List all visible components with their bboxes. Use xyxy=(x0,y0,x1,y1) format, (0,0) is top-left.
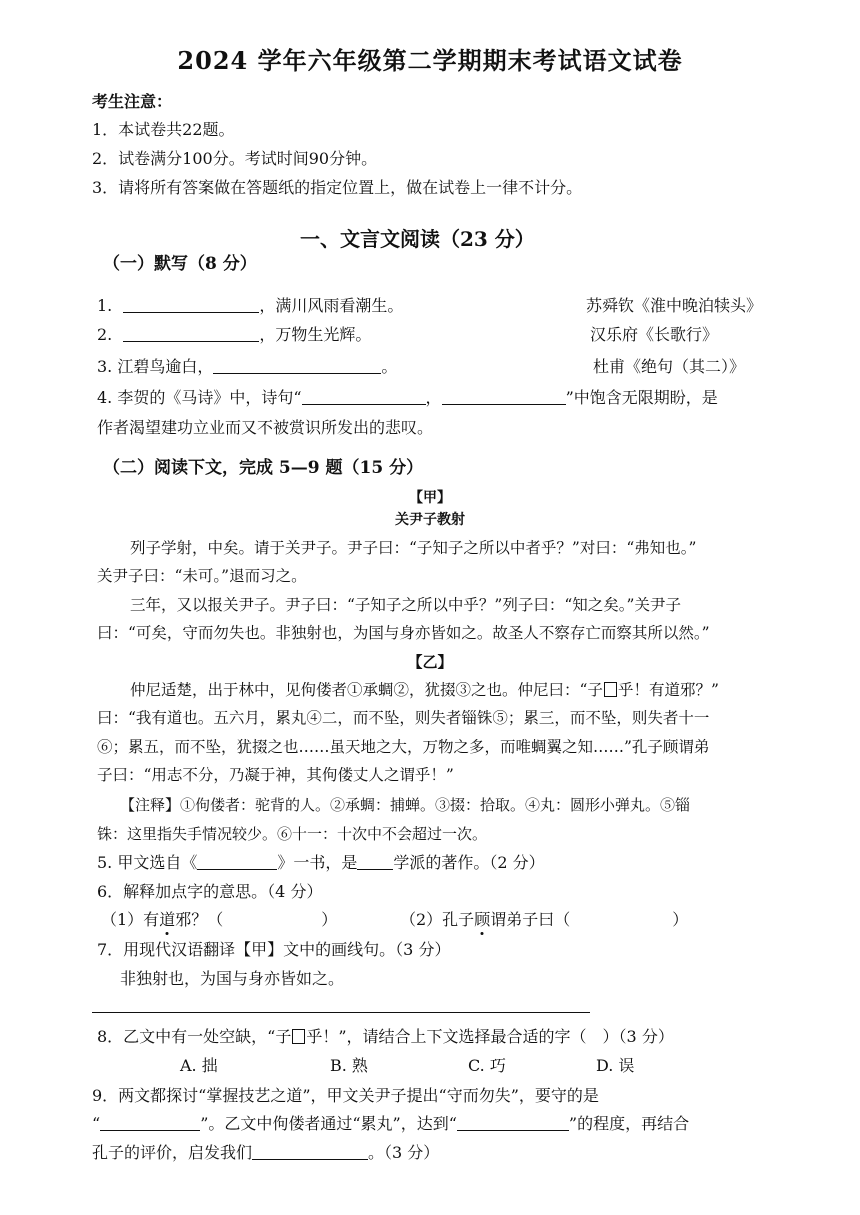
answer-blank xyxy=(252,1143,368,1160)
question-text: 》一书，是 xyxy=(277,853,358,872)
passage-b-label: 【乙】 xyxy=(407,653,453,671)
passage-a-title: 关尹子教射 xyxy=(395,512,465,528)
passage-b-text: 子曰：“用志不分，乃凝于神，其佝偻丈人之谓乎！” xyxy=(97,766,454,784)
dotted-char-text: 道 xyxy=(159,910,176,929)
question-text: ） xyxy=(672,910,689,929)
question-6-sub2 xyxy=(400,910,688,930)
answer-blank xyxy=(123,296,259,313)
question-text: （2）孔子 xyxy=(400,910,475,929)
option-b: B. 熟 xyxy=(330,1056,368,1075)
answer-line xyxy=(92,1012,590,1013)
poem-source: 杜甫《绝句（其二）》 xyxy=(593,357,746,376)
question-text-tail: 。 xyxy=(381,357,398,376)
question-7-sentence: 非独射也，为国与身亦皆如之。 xyxy=(120,969,345,988)
question-text: 谓弟子曰（ xyxy=(490,910,571,929)
passage-a-text: 列子学射，中矣。请于关尹子。尹子曰：“子知子之所以中者乎？”对曰：“弗知也。” xyxy=(130,539,697,557)
question-6-sub1 xyxy=(101,910,337,930)
question-8 xyxy=(97,1027,674,1047)
dotted-char xyxy=(474,910,490,929)
answer-blank xyxy=(442,388,566,405)
question-text: 3. 江碧鸟逾白， xyxy=(97,357,214,376)
passage-a-text: 关尹子曰：“未可。”退而习之。 xyxy=(97,567,307,585)
answer-blank xyxy=(357,853,393,870)
question-3 xyxy=(97,357,397,377)
poem-source: 汉乐府《长歌行》 xyxy=(590,325,719,344)
answer-blank xyxy=(302,388,426,405)
passage-a-text: 三年，又以报关尹子。尹子曰：“子知子之所以中乎？”列子曰：“知之矣。”关尹子 xyxy=(130,596,681,614)
option-a: A. 拙 xyxy=(180,1056,218,1075)
question-text: ， xyxy=(425,388,442,407)
question-4-cont: 作者渴望建功立业而又不被赏识所发出的悲叹。 xyxy=(97,418,434,437)
question-9: 9．两文都探讨“掌握技艺之道”，甲文关尹子提出“守而勿失”，要守的是 xyxy=(92,1086,599,1105)
answer-blank xyxy=(197,853,277,870)
notice-item: 3．请将所有答案做在答题纸的指定位置上，做在试卷上一律不计分。 xyxy=(92,178,583,197)
question-text: ”的程度，再结合 xyxy=(568,1114,690,1133)
part1-title: （一）默写（8 分） xyxy=(103,254,257,274)
question-text: ） xyxy=(321,910,338,929)
question-5 xyxy=(97,853,545,873)
passage-b-text: ⑥；累五，而不坠，犹掇之也……虽天地之大，万物之多，而唯蜩翼之知……”孔子顾谓弟 xyxy=(97,738,710,756)
passage-a-label: 【甲】 xyxy=(409,490,451,506)
question-text: “ xyxy=(92,1114,101,1133)
emphasis-dot xyxy=(481,932,484,935)
question-text: ”。乙文中佝偻者通过“累丸”，达到“ xyxy=(200,1114,457,1133)
question-text: ，万物生光辉。 xyxy=(259,325,372,344)
answer-blank xyxy=(123,325,259,342)
part2-title: （二）阅读下文，完成 5—9 题（15 分） xyxy=(103,458,424,478)
notes-text: 【注释】①佝偻者：驼背的人。②承蜩：捕蝉。③掇：拾取。④丸：圆形小弹丸。⑤锱 xyxy=(120,796,691,814)
question-text: 孔子的评价，启发我们 xyxy=(92,1143,253,1162)
notice-item: 2．试卷满分100分。考试时间90分钟。 xyxy=(92,149,378,168)
answer-blank xyxy=(457,1114,569,1131)
dotted-char-text: 顾 xyxy=(474,910,491,929)
answer-blank xyxy=(100,1114,200,1131)
missing-char-box xyxy=(292,1029,305,1044)
poem-source: 苏舜钦《淮中晚泊犊头》 xyxy=(586,296,763,315)
section-title: 一、文言文阅读（23 分） xyxy=(300,227,535,251)
question-1 xyxy=(97,296,403,316)
passage-a-text: 曰：“可矣，守而勿失也。非独射也，为国与身亦皆如之。故圣人不察存亡而察其所以然。” xyxy=(97,624,710,642)
question-text: 邪？（ xyxy=(175,910,224,929)
question-2 xyxy=(97,325,371,345)
exam-title: 2024 学年六年级第二学期期末考试语文试卷 xyxy=(177,46,683,75)
option-d: D. 误 xyxy=(596,1056,635,1075)
question-text: 4. 李贺的《马诗》中，诗句“ xyxy=(97,388,302,407)
question-text: 乎！”，请结合上下文选择最合适的字（ ）（3 分） xyxy=(306,1027,674,1046)
passage-b-text: 曰：“我有道也。五六月，累丸④二，而不坠，则失者锱铢⑤；累三，而不坠，则失者十一 xyxy=(97,709,710,727)
question-text: 学派的著作。（2 分） xyxy=(393,853,545,872)
passage-b-text xyxy=(130,680,719,700)
question-number: 1. xyxy=(97,296,113,315)
passage-b-text-part: 乎！有道邪？” xyxy=(617,681,719,699)
question-4 xyxy=(97,388,718,408)
question-text: 5. 甲文选自《 xyxy=(97,853,198,872)
question-9-line3 xyxy=(92,1143,439,1163)
question-6: 6．解释加点字的意思。（4 分） xyxy=(97,882,323,901)
answer-blank xyxy=(213,357,381,374)
question-text: 8．乙文中有一处空缺，“子 xyxy=(97,1027,292,1046)
question-text: ，满川风雨看潮生。 xyxy=(259,296,404,315)
dotted-char xyxy=(159,910,175,929)
question-7: 7．用现代汉语翻译【甲】文中的画线句。（3 分） xyxy=(97,940,451,959)
question-text: 。（3 分） xyxy=(368,1143,440,1162)
emphasis-dot xyxy=(166,932,169,935)
missing-char-box xyxy=(604,682,617,697)
question-text: ”中饱含无限期盼，是 xyxy=(565,388,718,407)
question-text: （1）有 xyxy=(101,910,160,929)
question-9-line2 xyxy=(92,1114,689,1134)
notes-text: 铢：这里指失手情况较少。⑥十一：十次中不会超过一次。 xyxy=(97,825,488,843)
passage-b-text-part: 仲尼适楚，出于林中，见佝偻者①承蜩②，犹掇③之也。仲尼曰：“子 xyxy=(130,681,603,699)
notice-heading: 考生注意： xyxy=(92,92,173,111)
question-number: 2. xyxy=(97,325,113,344)
notice-item: 1．本试卷共22题。 xyxy=(92,120,235,139)
option-c: C. 巧 xyxy=(468,1056,506,1075)
